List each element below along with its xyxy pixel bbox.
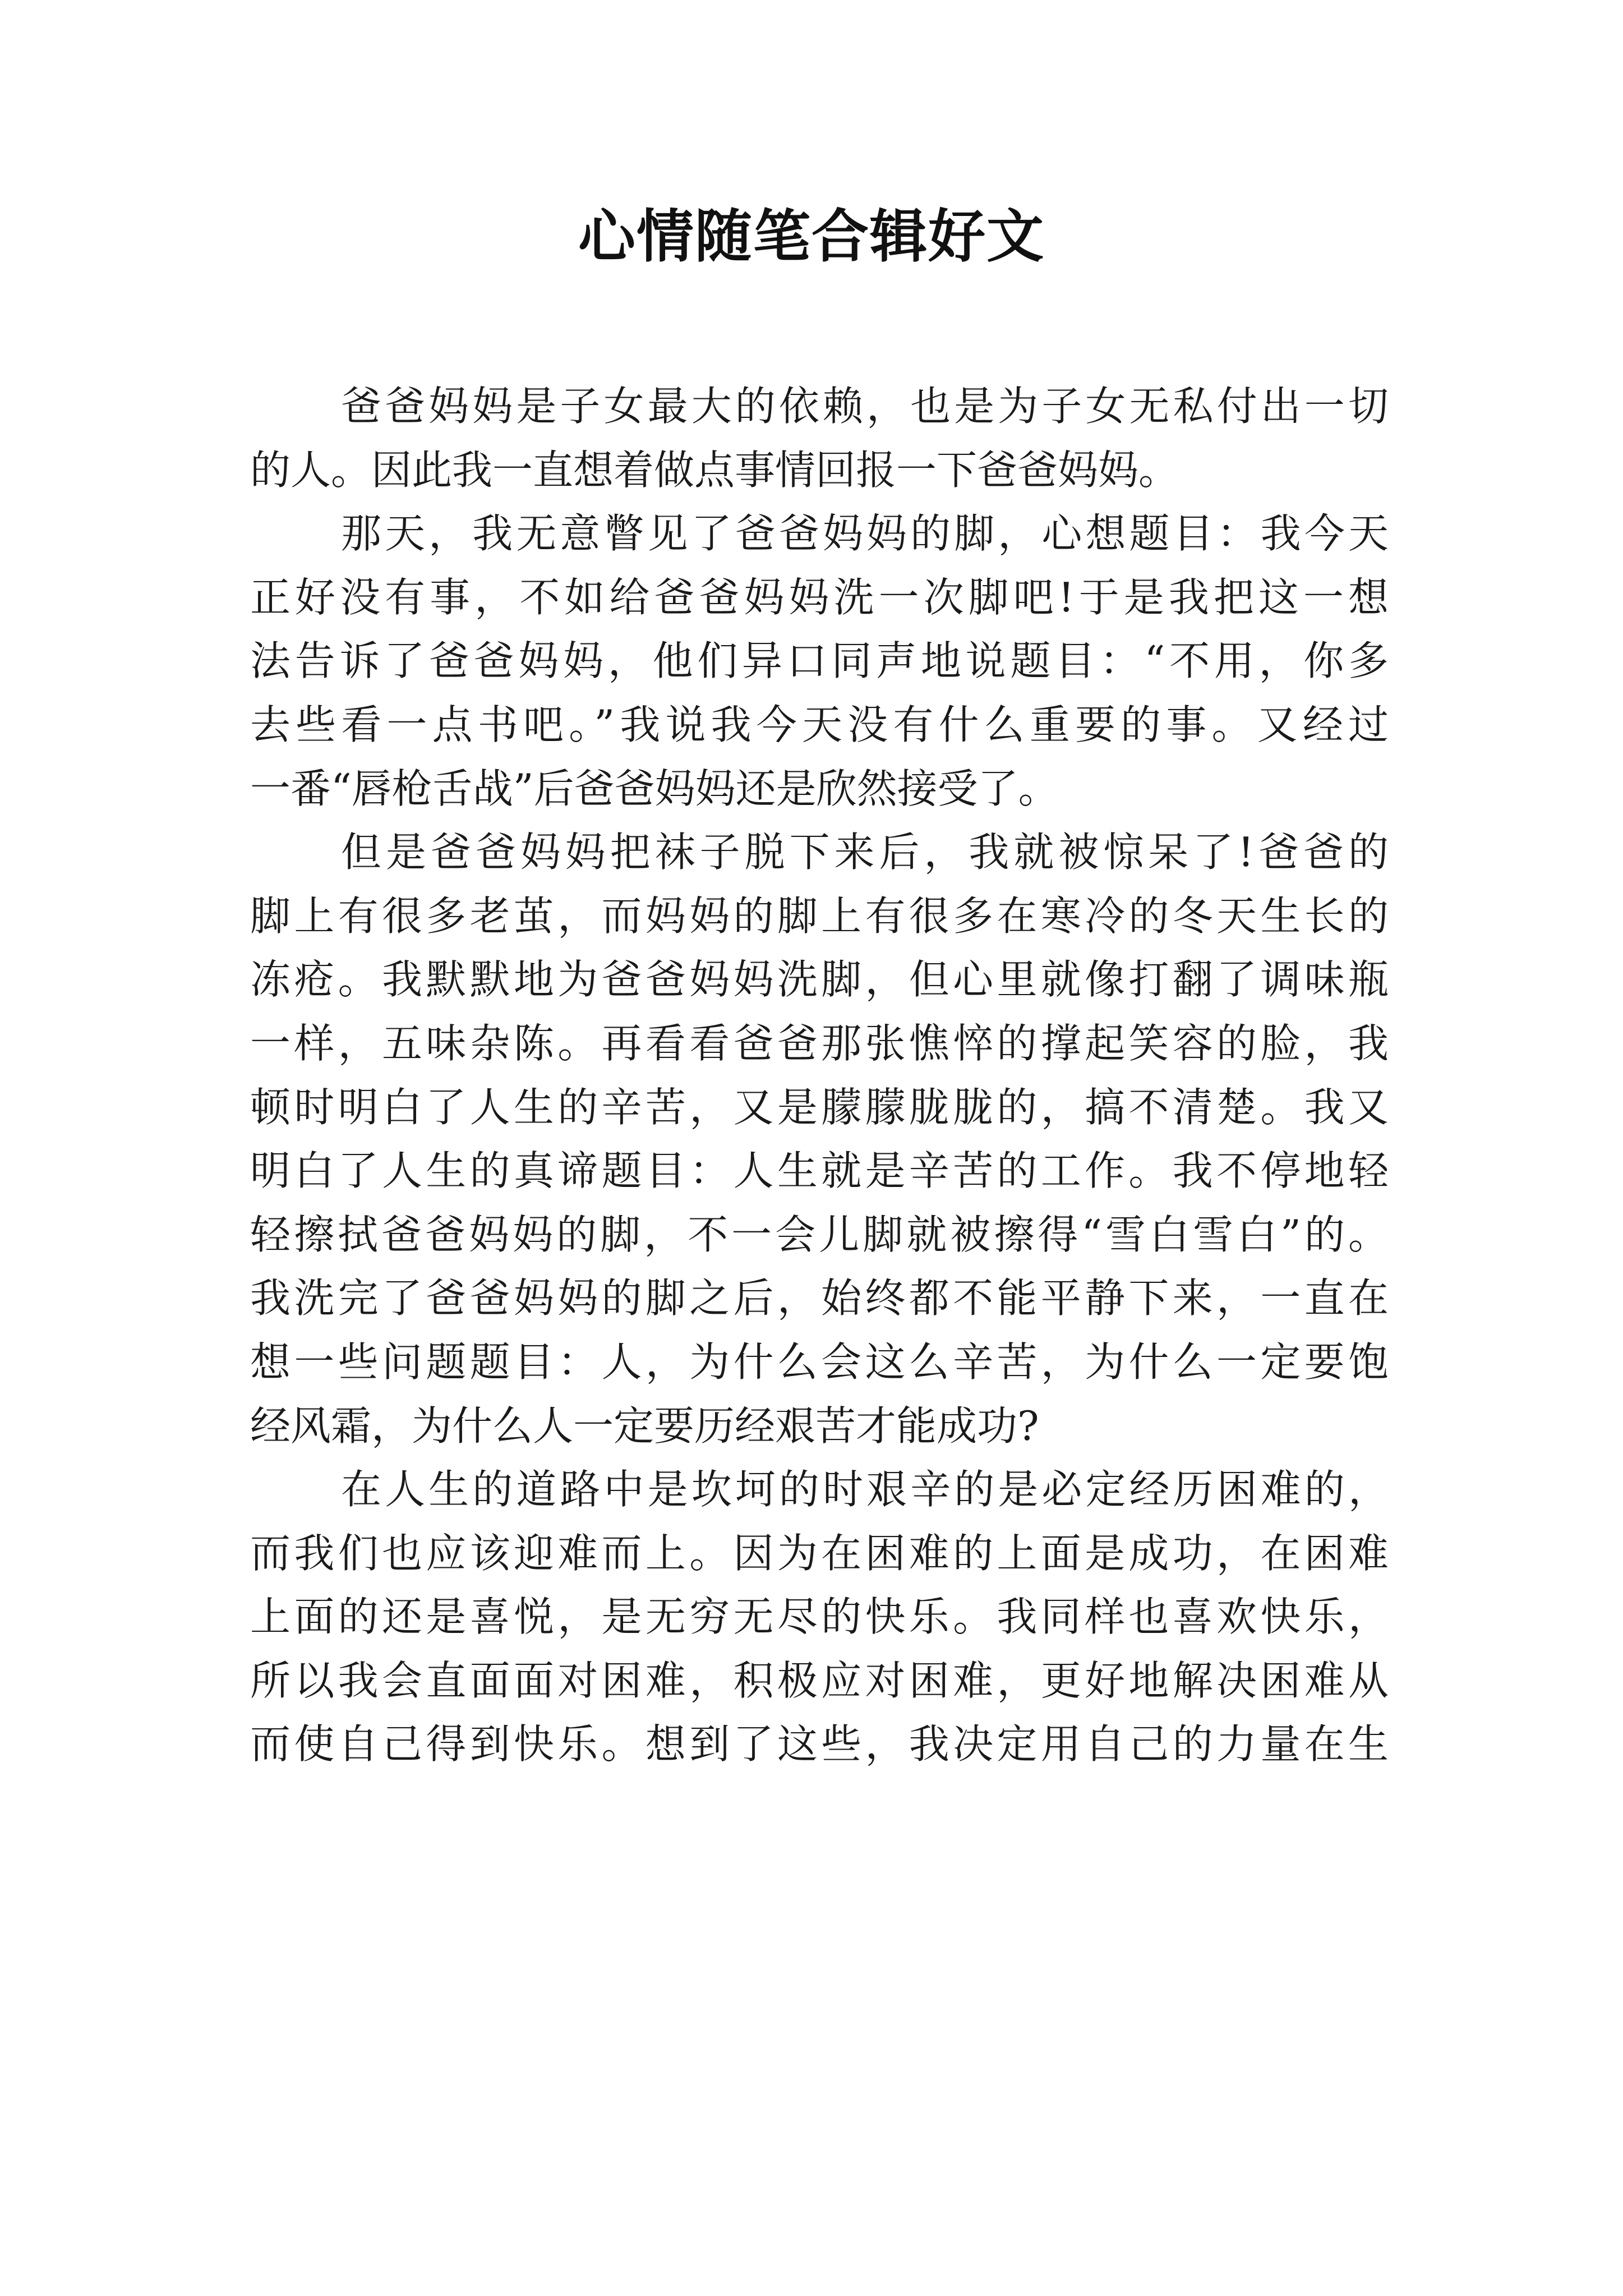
text-line: 爸爸妈妈是子女最大的依赖，也是为子女无私付出一切 (341, 383, 1389, 430)
text-line: 的人。因此我一直想着做点事情回报一下爸爸妈妈。 (250, 446, 1179, 494)
paragraph-1 (250, 375, 1389, 502)
text-line: 顿时明白了人生的辛苦，又是朦朦胧胧的，搞不清楚。我又 (250, 1083, 1389, 1131)
text-line: 一样，五味杂陈。再看看爸爸那张憔悴的撑起笑容的脸，我 (250, 1019, 1389, 1067)
document-title: 心情随笔合辑好文 (578, 203, 1045, 270)
text-line: 而使自己得到快乐。想到了这些，我决定用自己的力量在生 (250, 1720, 1389, 1768)
text-line: 一番“唇枪舌战”后爸爸妈妈还是欣然接受了。 (250, 765, 1059, 812)
paragraph-3 (250, 821, 1389, 1458)
text-line: 轻擦拭爸爸妈妈的脚，不一会儿脚就被擦得“雪白雪白”的。 (250, 1211, 1389, 1258)
text-line: 法告诉了爸爸妈妈，他们异口同声地说题目：“不用，你多 (250, 637, 1389, 685)
paragraph-4 (250, 1458, 1389, 1777)
text-line: 我洗完了爸爸妈妈的脚之后，始终都不能平静下来，一直在 (250, 1274, 1389, 1322)
text-line: 而我们也应该迎难而上。因为在困难的上面是成功，在困难 (250, 1529, 1389, 1577)
text-line: 正好没有事，不如给爸爸妈妈洗一次脚吧!于是我把这一想 (250, 573, 1389, 621)
paragraph-2 (250, 502, 1389, 821)
text-line: 在人生的道路中是坎坷的时艰辛的是必定经历困难的， (341, 1466, 1389, 1513)
text-line: 明白了人生的真谛题目：人生就是辛苦的工作。我不停地轻 (250, 1147, 1389, 1195)
text-line: 但是爸爸妈妈把袜子脱下来后，我就被惊呆了!爸爸的 (341, 829, 1389, 876)
text-line: 上面的还是喜悦，是无穷无尽的快乐。我同样也喜欢快乐， (250, 1593, 1389, 1641)
text-line: 脚上有很多老茧，而妈妈的脚上有很多在寒冷的冬天生长的 (250, 892, 1389, 940)
text-line: 所以我会直面面对困难，积极应对困难，更好地解决困难从 (250, 1657, 1389, 1704)
text-line: 想一些问题题目：人，为什么会这么辛苦，为什么一定要饱 (250, 1338, 1389, 1386)
text-line: 经风霜，为什么人一定要历经艰苦才能成功? (250, 1402, 1039, 1450)
text-line: 冻疮。我默默地为爸爸妈妈洗脚，但心里就像打翻了调味瓶 (250, 956, 1389, 1004)
document-body (250, 375, 1389, 1777)
text-line: 那天，我无意瞥见了爸爸妈妈的脚，心想题目：我今天 (341, 510, 1389, 558)
text-line: 去些看一点书吧。”我说我今天没有什么重要的事。又经过 (250, 701, 1389, 748)
